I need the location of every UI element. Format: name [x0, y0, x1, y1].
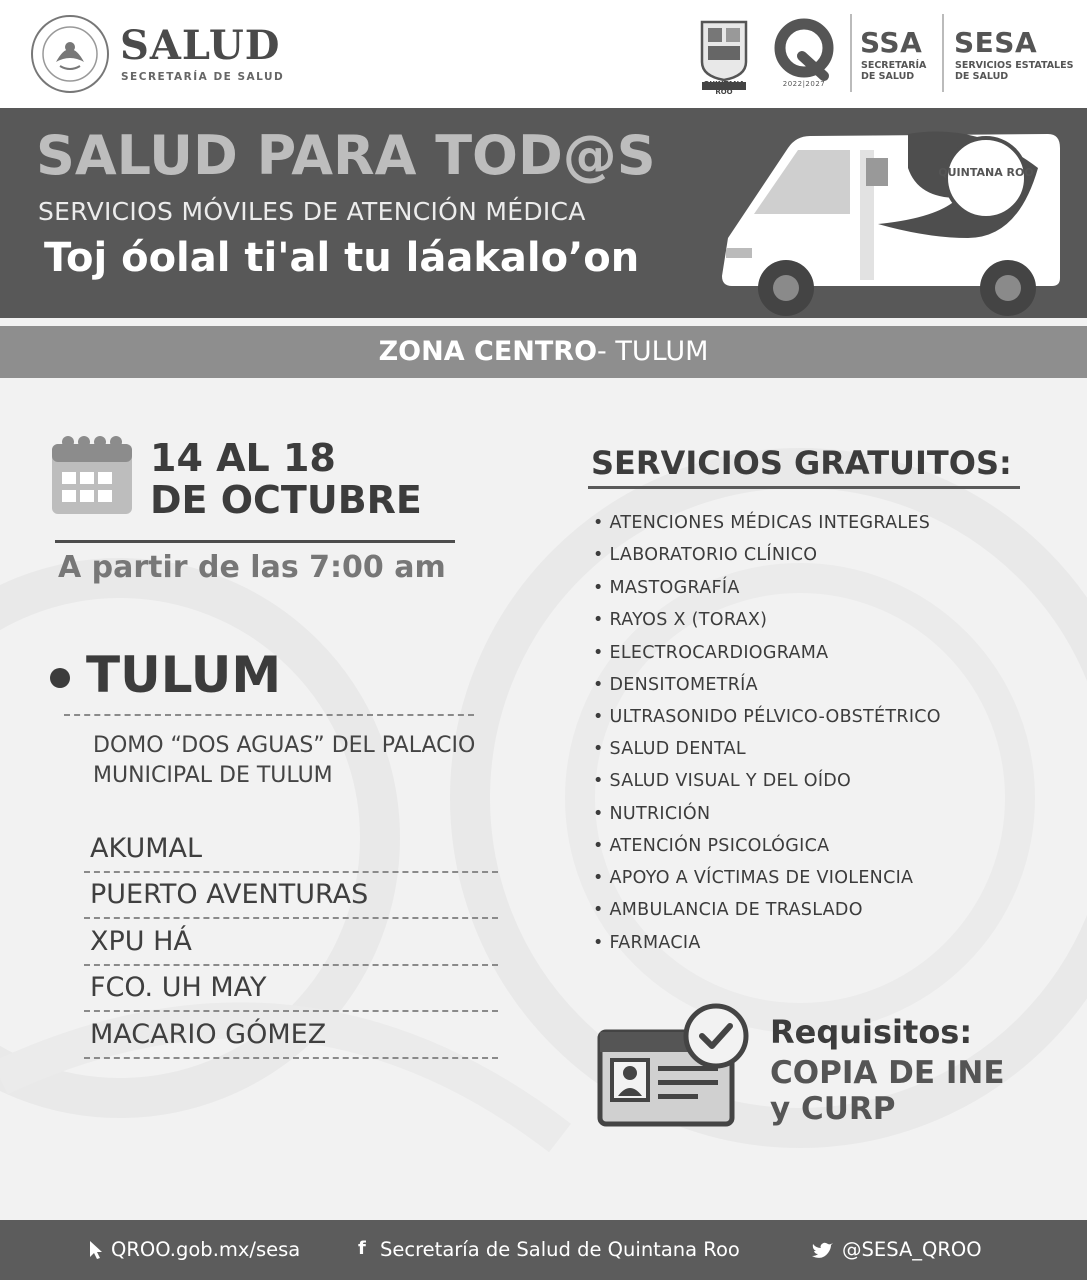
zone-city: - TULUM — [597, 336, 709, 367]
location-item: FCO. UH MAY — [90, 972, 267, 1003]
bullet-icon — [50, 668, 70, 688]
q-logo-caption: 2022|2027 — [782, 80, 826, 88]
twitter-handle[interactable]: @SESA_QROO — [842, 1238, 982, 1261]
service-item: • ATENCIONES MÉDICAS INTEGRALES — [593, 513, 931, 533]
service-item: • RAYOS X (TORAX) — [593, 610, 768, 630]
twitter-icon — [812, 1241, 834, 1259]
service-item: • ELECTROCARDIOGRAMA — [593, 643, 829, 663]
service-item: • NUTRICIÓN — [593, 804, 711, 824]
zone-name: ZONA CENTRO — [378, 336, 598, 367]
id-card-check-icon — [596, 1002, 754, 1128]
location-divider — [84, 917, 498, 919]
mobile-clinic-van-image — [718, 128, 1068, 318]
venue-line2: MUNICIPAL DE TULUM — [93, 763, 333, 788]
location-divider — [64, 714, 474, 716]
location-divider — [84, 1057, 498, 1059]
sesa-name-line2: DE SALUD — [955, 71, 1009, 82]
date-range: 14 AL 18 — [150, 436, 336, 480]
zone-title — [0, 336, 1087, 367]
requirements-line2: y CURP — [770, 1091, 896, 1127]
services-divider — [588, 486, 1020, 489]
service-item: • LABORATORIO CLÍNICO — [593, 545, 818, 565]
banner-subtitle: SERVICIOS MÓVILES DE ATENCIÓN MÉDICA — [38, 197, 586, 226]
ssa-name-line2: DE SALUD — [861, 71, 915, 82]
service-item: • SALUD DENTAL — [593, 739, 746, 759]
service-item: • SALUD VISUAL Y DEL OÍDO — [593, 771, 852, 791]
calendar-icon — [50, 432, 134, 516]
location-divider — [84, 871, 498, 873]
facebook-icon: f — [358, 1238, 366, 1259]
sesa-name-line1: SERVICIOS ESTATALES — [955, 60, 1074, 71]
location-item: PUERTO AVENTURAS — [90, 879, 369, 910]
ssa-acronym: SSA — [860, 26, 923, 59]
services-title: SERVICIOS GRATUITOS: — [591, 444, 1012, 482]
banner-maya-slogan: Toj óolal ti'al tu láakalo’on — [44, 235, 640, 281]
quintana-roo-seal-caption: QUINTANA ROO — [703, 80, 745, 96]
header-separator — [942, 14, 944, 92]
location-item: MACARIO GÓMEZ — [90, 1019, 327, 1050]
location-item: AKUMAL — [90, 833, 203, 864]
salud-subtitle: SECRETARÍA DE SALUD — [121, 71, 285, 83]
cursor-arrow-icon — [88, 1240, 104, 1260]
location-divider — [84, 964, 498, 966]
service-item: • ATENCIÓN PSICOLÓGICA — [593, 836, 830, 856]
date-divider — [55, 540, 455, 543]
facebook-link[interactable]: Secretaría de Salud de Quintana Roo — [380, 1238, 740, 1261]
service-item: • AMBULANCIA DE TRASLADO — [593, 900, 863, 920]
service-item: • ULTRASONIDO PÉLVICO-OBSTÉTRICO — [593, 707, 941, 727]
service-item: • FARMACIA — [593, 933, 701, 953]
website-link[interactable]: QROO.gob.mx/sesa — [111, 1238, 301, 1261]
service-item: • MASTOGRAFÍA — [593, 578, 740, 598]
start-time: A partir de las 7:00 am — [58, 550, 446, 585]
date-month: DE OCTUBRE — [150, 478, 422, 522]
banner-title: SALUD PARA TOD@S — [36, 124, 656, 187]
location-item: XPU HÁ — [90, 926, 192, 957]
requirements-line1: COPIA DE INE — [770, 1055, 1005, 1091]
salud-title: SALUD — [120, 22, 281, 69]
main-location-name: TULUM — [86, 646, 282, 704]
service-item: • DENSITOMETRÍA — [593, 675, 758, 695]
location-divider — [84, 1010, 498, 1012]
venue-line1: DOMO “DOS AGUAS” DEL PALACIO — [93, 733, 476, 758]
header-separator — [850, 14, 852, 92]
requirements-title: Requisitos: — [770, 1013, 973, 1051]
service-item: • APOYO A VÍCTIMAS DE VIOLENCIA — [593, 868, 914, 888]
ssa-name-line1: SECRETARÍA — [861, 60, 927, 71]
mexico-seal-logo — [30, 14, 110, 94]
van-logo-text: QUINTANA ROO — [938, 166, 1034, 179]
sesa-acronym: SESA — [954, 26, 1038, 59]
